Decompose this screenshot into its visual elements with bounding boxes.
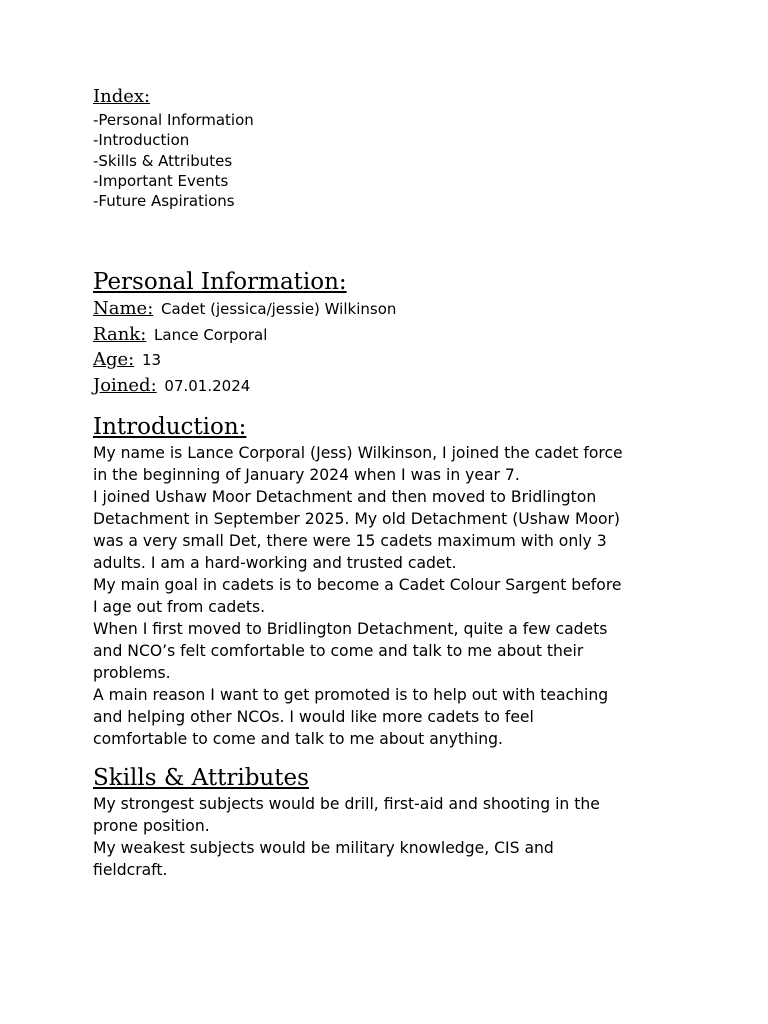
index-section: [93, 84, 693, 211]
index-heading: Index:: [93, 86, 151, 107]
rank-value: Lance Corporal: [154, 325, 268, 344]
index-item: -Future Aspirations: [93, 192, 235, 211]
text-line: I age out from cadets.: [93, 598, 266, 617]
text-line: When I first moved to Bridlington Detachment, quite a few cadets: [93, 620, 608, 639]
text-line: problems.: [93, 664, 171, 683]
age-row: [93, 348, 693, 374]
name-label: Name:: [93, 298, 154, 320]
text-line: My name is Lance Corporal (Jess) Wilkinson, I joined the cadet force: [93, 444, 623, 463]
text-line: My weakest subjects would be military knowledge, CIS and: [93, 839, 554, 858]
joined-value: 07.01.2024: [164, 376, 251, 395]
name-value: Cadet (jessica/jessie) Wilkinson: [161, 300, 397, 319]
index-item: -Skills & Attributes: [93, 151, 233, 170]
text-line: and NCO’s felt comfortable to come and talk to me about their: [93, 642, 584, 661]
index-item: -Introduction: [93, 131, 190, 150]
text-line: A main reason I want to get promoted is to help out with teaching: [93, 686, 609, 705]
text-line: comfortable to come and talk to me about anything.: [93, 730, 503, 749]
joined-row: [93, 374, 693, 400]
text-line: fieldcraft.: [93, 861, 168, 880]
joined-label: Joined:: [93, 374, 157, 396]
text-line: in the beginning of January 2024 when I was in year 7.: [93, 466, 520, 485]
text-line: Detachment in September 2025. My old Detachment (Ushaw Moor): [93, 510, 621, 529]
introduction-heading: Introduction:: [93, 414, 247, 441]
introduction-section: [93, 412, 693, 750]
document-page: [93, 84, 693, 881]
personal-information-section: [93, 267, 693, 399]
age-label: Age:: [93, 349, 135, 371]
text-line: was a very small Det, there were 15 cadets maximum with only 3: [93, 532, 607, 551]
name-row: [93, 297, 693, 323]
text-line: My strongest subjects would be drill, first-aid and shooting in the: [93, 795, 600, 814]
text-line: I joined Ushaw Moor Detachment and then moved to Bridlington: [93, 488, 597, 507]
introduction-body: [93, 442, 693, 750]
rank-row: [93, 323, 693, 349]
index-item: -Important Events: [93, 171, 229, 190]
text-line: adults. I am a hard-working and trusted cadet.: [93, 554, 457, 573]
text-line: My main goal in cadets is to become a Cadet Colour Sargent before: [93, 576, 622, 595]
skills-body: [93, 793, 693, 881]
text-line: prone position.: [93, 817, 210, 836]
text-line: and helping other NCOs. I would like more cadets to feel: [93, 708, 534, 727]
index-item: -Personal Information: [93, 111, 254, 129]
age-value: 13: [142, 351, 162, 370]
skills-section: [93, 763, 693, 881]
rank-label: Rank:: [93, 323, 147, 345]
index-list: [93, 110, 693, 211]
personal-information-heading: Personal Information:: [93, 269, 347, 296]
skills-heading: Skills & Attributes: [93, 765, 309, 792]
